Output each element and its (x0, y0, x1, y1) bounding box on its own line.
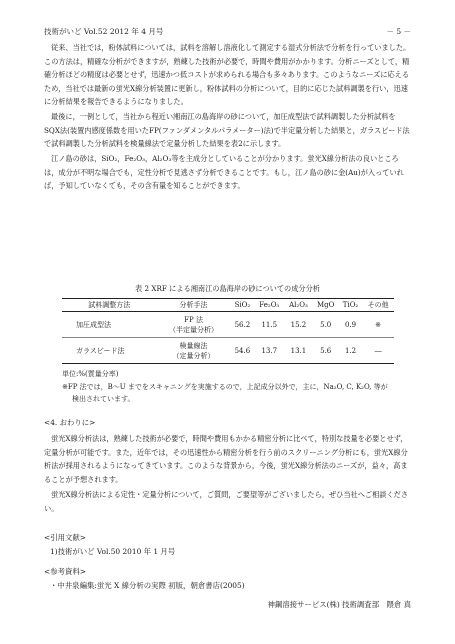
col-mgo: MgO (313, 299, 339, 312)
value-cell: ※ (375, 320, 382, 329)
value-cell: 5.0 (320, 320, 332, 329)
value-cell: 15.2 (290, 320, 307, 329)
prep-cell: ガラスビード法 (76, 346, 125, 355)
prep-cell: 加圧成型法 (76, 320, 111, 329)
value-cell: 13.7 (261, 346, 278, 355)
references-title: <参考資料> (44, 567, 86, 576)
col-fe2o3: Fe₂O₃ (254, 299, 284, 312)
reference-item: ・中井泉編集:蛍光 X 線分析の実際 初版，朝倉書店(2005) (50, 581, 245, 590)
col-other: その他 (362, 299, 394, 312)
value-cell: 56.2 (234, 320, 251, 329)
conclusion-paragraph: 蛍光X線分析法は，熟練した技術が必要で，時間や費用もかかる精密分析に比べて，特別な技量を必要とせず，定量分析が可能です。また，近年では，その迅速性から精密分析を行う前のスクリーニング分析にも，蛍光X線分析法が採用されるようになってきています。このような背景から，今後，蛍光X線分析法のニーズが，益々，高まることが予想されます。 (44, 434, 408, 484)
table-note: ※FP 法では，B～U までをスキャニングを実施するので，上記成分以外で，主に，Na₂O, C, K₂O, 等が (62, 383, 388, 391)
method-cell (157, 338, 231, 364)
author-signature: 神鋼溶接サービス(株) 技術調査部 隈倉 真 (267, 600, 411, 609)
method-name: FP 法 (184, 315, 203, 324)
conclusion-title: <4. おわりに> (44, 418, 96, 427)
value-cell: ― (374, 346, 382, 355)
table-caption: 表 2 XRF による湘南江の島海岸の砂についての成分分析 (135, 284, 320, 293)
journal-title: 技術がいど Vol.52 2012 年 4 月号 (44, 27, 164, 36)
table-note-cont: 検出されています。 (72, 395, 135, 403)
col-sio2: SiO₂ (231, 299, 255, 312)
table-row (62, 312, 394, 338)
conclusion-contact: 蛍光X線分析法による定性・定量分析について，ご質問，ご要望等がございましたら，ぜひ当社へご相談ください。 (44, 490, 409, 513)
citations-title: <引用文献> (44, 533, 86, 542)
col-method: 分析手法 (157, 299, 231, 312)
method-type: （半定量分析） (169, 325, 219, 334)
table-row (62, 338, 394, 364)
col-tio2: TiO₂ (339, 299, 362, 312)
value-cell: 13.1 (290, 346, 307, 355)
paragraph-example: 最後に，一例として，当社から程近い湘南江の島海岸の砂について，加圧成型法で試料調製した分析試料をSQX法(装置内感度係数を用いたFP(ファンダメンタルパラメーター)法)で半定量分析した結果と，ガラスビード法で試料調製した分析試料を検量線法で定量分析した結果を表2に示します。 (44, 112, 410, 149)
composition-table (62, 298, 394, 364)
method-name: 検量線法 (179, 341, 208, 350)
col-prep: 試料調整方法 (62, 299, 157, 312)
value-cell: 1.2 (344, 346, 357, 355)
page-number: － 5 － (386, 27, 411, 36)
paragraph-sand: 江ノ島の砂は，SiO₂，Fe₂O₃，Al₂O₃等を主成分としていることが分かります。蛍光X線分析法の良いところは，成分が不明な場合でも，定性分析で見逃さず分析できることです。もし，江ノ島の砂に金(Au)が入っていれば，予知していなくても，その含有量を知ることができます。 (44, 154, 404, 191)
value-cell: 5.6 (320, 346, 332, 355)
table-header-row (62, 299, 394, 312)
method-type: （定量分析） (172, 351, 215, 360)
citation-item: 1)技術がいど Vol.50 2010 年 1 月号 (50, 547, 176, 556)
value-cell: 54.6 (234, 346, 251, 355)
method-cell (157, 312, 231, 338)
value-cell: 11.5 (261, 320, 278, 329)
table-unit: 単位:%(質量分率) (62, 370, 119, 378)
col-al2o3: Al₂O₃ (284, 299, 312, 312)
paragraph-intro: 従来、当社では，粉体試料については，試料を溶解し溶液化して測定する湿式分析法で分析を行っていました。この方法は，精確な分析ができますが，熟練した技術が必要で，時間や費用がかかります。分析ニーズとして，精確分析ほどの精度は必要とせず，迅速かつ低コストが求められる場合も多々あります。このようなニーズに応えるため，当社では最新の蛍光X線分析装置に更新し，粉体試料の分析について，目的に応じた試料調製を行い，迅速に分析結果を報告できるようになりました。 (44, 43, 411, 107)
value-cell: 0.9 (344, 320, 357, 329)
